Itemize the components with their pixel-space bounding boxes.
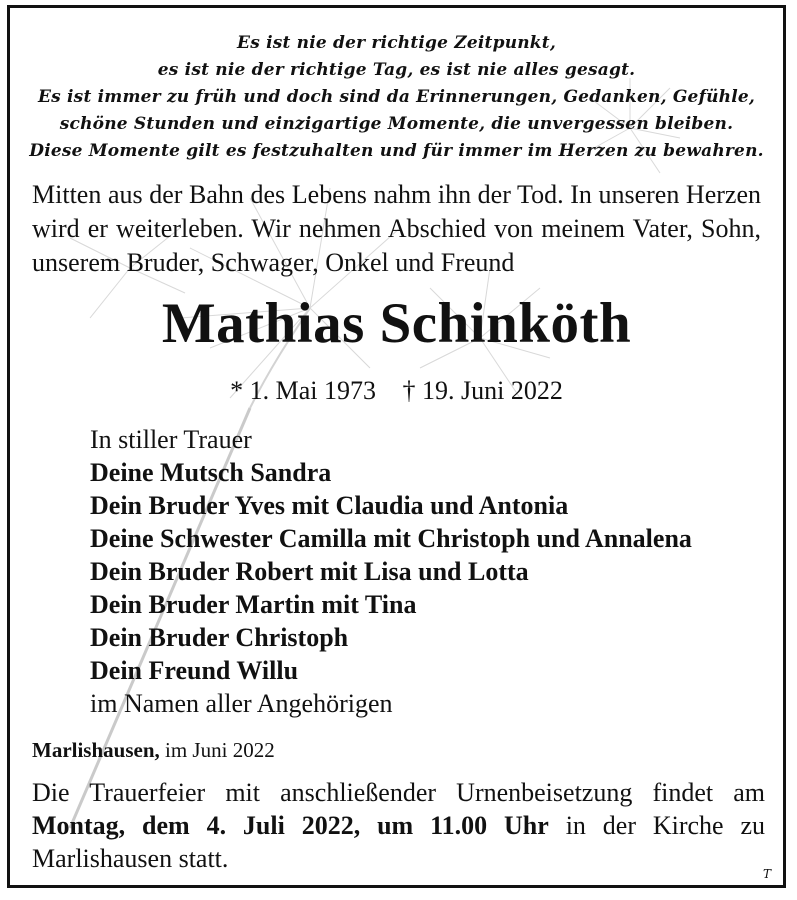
poem-line: Diese Momente gilt es festzuhalten und für immer im Herzen zu bewahren.	[29, 141, 764, 161]
death-date: † 19. Juni 2022	[402, 376, 563, 405]
funeral-post: in der Kirche zu Marlishausen statt.	[32, 811, 766, 873]
poem-line: es ist nie der richtige Tag, es ist nie alles gesagt.	[157, 60, 636, 80]
poem-line: schöne Stunden und einzigartige Momente, die unvergessen bleiben.	[59, 114, 734, 134]
poem-line: Es ist nie der richtige Zeitpunkt,	[237, 33, 556, 53]
funeral-pre: Die Trauerfeier mit anschließender Urnenbeisetzung findet am	[32, 778, 765, 807]
mourner-name: Dein Bruder Robert mit Lisa und Lotta	[90, 557, 529, 586]
poem-line: Es ist immer zu früh und doch sind da Erinnerungen, Gedanken, Gefühle,	[37, 87, 756, 107]
birth-date: * 1. Mai 1973	[230, 376, 377, 405]
mourners-lead: In stiller Trauer	[90, 425, 252, 454]
mourner-name: Dein Bruder Christoph	[90, 623, 349, 652]
mourners-list	[90, 423, 692, 720]
deceased-name: Mathias Schinköth	[161, 292, 632, 355]
poem	[10, 30, 783, 165]
mourner-name: Deine Schwester Camilla mit Christoph und Annalena	[90, 524, 692, 553]
mourners-tail: im Namen aller Angehörigen	[90, 689, 393, 718]
place-date	[32, 738, 275, 763]
intro-text: Mitten aus der Bahn des Lebens nahm ihn der Tod. In unseren Herzen wird er weiterleben. Wir nehmen Abschied von meinem Vater, Sohn, unserem Bruder, Schwager, Onkel und Freund	[32, 180, 761, 277]
mourner-name: Dein Bruder Yves mit Claudia und Antonia	[90, 491, 569, 520]
funeral-datetime: Montag, dem 4. Juli 2022, um 11.00 Uhr	[32, 811, 549, 840]
obituary-frame	[7, 5, 786, 888]
life-dates	[10, 376, 783, 406]
mourner-name: Dein Bruder Martin mit Tina	[90, 590, 417, 619]
place-month: im Juni 2022	[165, 738, 275, 762]
place-town: Marlishausen,	[32, 738, 160, 762]
mourner-name: Dein Freund Willu	[90, 656, 299, 685]
publisher-mark: T	[762, 867, 771, 881]
mourner-name: Deine Mutsch Sandra	[90, 458, 332, 487]
funeral-notice	[32, 776, 765, 875]
